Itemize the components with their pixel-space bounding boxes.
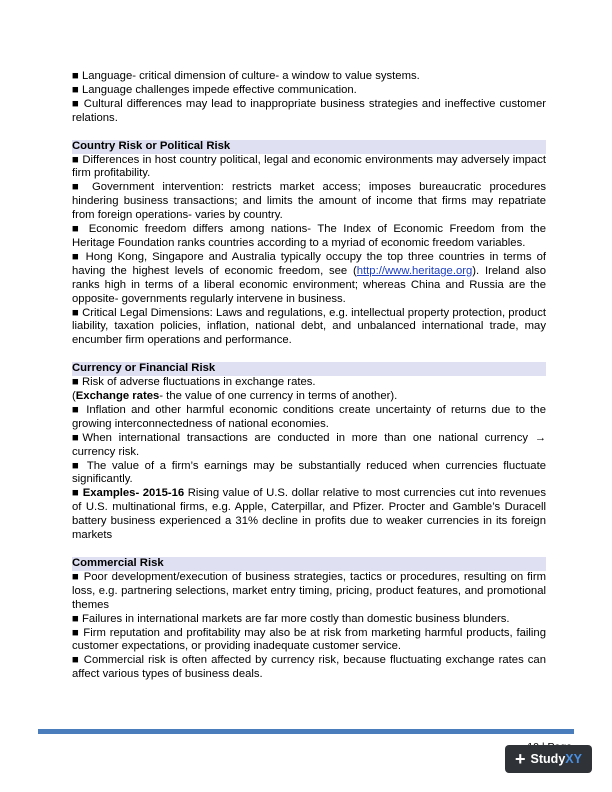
heritage-link[interactable]: http://www.heritage.org xyxy=(356,264,473,277)
intro-cultural-differences: ■ Cultural differences may lead to inappropriate business strategies and ineffective customer relations. xyxy=(72,97,546,124)
brand-xy: XY xyxy=(565,752,582,766)
commercial-p3: ■ Firm reputation and profitability may also be at risk from marketing harmful products, failing customer expectations, or providing inadequate customer service. xyxy=(72,626,546,653)
currency-p2 xyxy=(72,390,546,404)
footer-divider xyxy=(38,729,574,734)
heading-country-risk: Country Risk or Political Risk xyxy=(72,140,546,154)
currency-p2-open: ( xyxy=(72,390,76,403)
currency-p2-bold: Exchange rates xyxy=(75,390,160,403)
document-body xyxy=(72,70,546,682)
country-p4-text-b: ). Ireland also ranks high in terms of a liberal economic environment; whereas China and Russia are the opposite- governments regularly intervene in business. xyxy=(72,264,546,305)
currency-p4: ■When international transactions are conducted in more than one national currency → currency risk. xyxy=(72,431,546,458)
currency-p3: ■ Inflation and other harmful economic conditions create uncertainty of returns due to the growing interconnectedness of national economies. xyxy=(72,403,546,430)
brand-study: Study xyxy=(530,752,566,766)
intro-language: ■ Language- critical dimension of culture- a window to value systems. xyxy=(72,70,420,82)
currency-p1: ■ Risk of adverse fluctuations in exchange rates. xyxy=(72,376,316,389)
country-p4 xyxy=(72,251,546,307)
heading-commercial-risk: Commercial Risk xyxy=(72,557,546,571)
intro-language-challenges: ■ Language challenges impede effective communication. xyxy=(72,83,357,96)
commercial-p4: ■ Commercial risk is often affected by currency risk, because fluctuating exchange rates can affect various types of business deals. xyxy=(72,654,546,681)
currency-p2-rest: - the value of one currency in terms of another). xyxy=(159,390,398,403)
plus-icon: + xyxy=(515,749,526,769)
country-p3: ■ Economic freedom differs among nations- The Index of Economic Freedom from the Heritage Foundation ranks countries according to a myriad of economic freedom variables. xyxy=(72,223,546,249)
currency-p6-rest: Rising value of U.S. dollar relative to most currencies cut into revenues of U.S. multinational firms, e.g. Apple, Caterpillar, and Pfizer. Procter and Gamble’s Duracell battery business experienced a 31% decline in profits due to weaker currencies in its foreign markets xyxy=(72,487,546,542)
country-p4-text-a: ■ Hong Kong, Singapore and Australia typically occupy the top three countries in terms of having the highest levels of economic freedom, see ( xyxy=(72,250,546,277)
studyxy-badge[interactable] xyxy=(505,745,592,773)
commercial-p2: ■ Failures in international markets are far more costly than domestic business blunders. xyxy=(72,612,510,625)
currency-p6-bold: ■ Examples- 2015-16 xyxy=(72,487,185,500)
heading-currency-risk: Currency or Financial Risk xyxy=(72,362,546,376)
currency-p6 xyxy=(72,487,546,543)
commercial-p1: ■ Poor development/execution of business strategies, tactics or procedures, resulting on firm loss, e.g. partnering selections, market entry timing, pricing, product features, and promotional themes xyxy=(72,570,546,611)
currency-p5: ■ The value of a firm’s earnings may be substantially reduced when currencies fluctuate significantly. xyxy=(72,459,546,486)
country-p1: ■ Differences in host country political, legal and economic environments may adversely impact firm profitability. xyxy=(72,153,546,180)
country-p2: ■ Government intervention: restricts market access; imposes bureaucratic procedures hindering business transactions; and limits the amount of income that firms may repatriate from foreign operations- varies by country. xyxy=(72,181,546,222)
country-p5: ■ Critical Legal Dimensions: Laws and regulations, e.g. intellectual property protection, product liability, taxation policies, inflation, national debt, and unbalanced international trade, may encumber firm operations and performance. xyxy=(72,306,546,347)
